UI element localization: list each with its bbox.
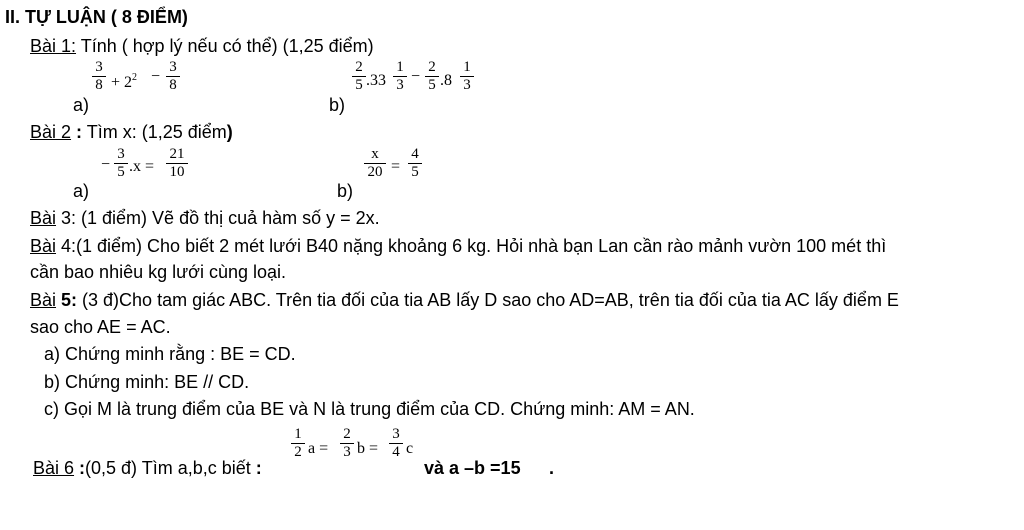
bai2-a-frac2: $\frac{21}{10}$ [166,146,188,181]
bai4-line1: Bài 4:(1 điểm) Cho biết 2 mét lưới B40 nặng khoảng 6 kg. Hỏi nhà bạn Lan cần rào mảnh vườn 100 mét thì [30,236,887,256]
bai6-c: c [406,440,414,457]
bai5-item-c: c) Gọi M là trung điểm của BE và N là trung điểm của CD. Chứng minh: AM = AN. [44,399,695,419]
bai1-a-frac2: $\frac{3}{8}$ [166,59,180,94]
bai2-b-frac2: $\frac{4}{5}$ [408,146,422,181]
bai1-b-label: b) [329,95,346,115]
bai6-label: Bài 6 [33,458,75,478]
bai2-a-minus: − [101,156,111,173]
bai3-label: Bài [30,208,57,228]
bai1-b-minus: − [411,68,421,85]
bai3-line: Bài 3: (1 điểm) Vẽ đồ thị cuả hàm số y = 2x. [30,208,380,228]
bai5-label: Bài [30,290,57,310]
bai2-a-frac1: $\frac{3}{5}$ [114,146,128,181]
bai2-label: Bài 2 [30,122,72,142]
bai2-b-frac1: $\frac{x}{20}$ [364,146,386,181]
section-heading: II. TỰ LUẬN ( 8 ĐIỂM) [5,7,188,27]
bai2-b-label: b) [337,181,354,201]
bai1-line [30,35,374,57]
bai1-b-8: .8 [440,72,452,89]
bai6-a: a = [308,440,329,457]
bai1-text: Tính ( hợp lý nếu có thể) (1,25 điểm) [76,36,374,56]
bai6-line: Bài 6 :(0,5 đ) Tìm a,b,c biết : [33,458,262,478]
bai4-line2: cần bao nhiêu kg lưới cùng loại. [30,262,287,282]
bai5-line2: sao cho AE = AC. [30,317,171,337]
bai1-b-33: .33 [366,72,386,89]
bai2-a-label: a) [73,181,90,201]
bai1-a-frac1: $\frac{3}{8}$ [92,59,106,94]
bai2-b-eq: = [391,158,401,175]
bai6-b: b = [357,440,379,457]
bai6-frac3: $\frac{3}{4}$ [389,426,403,461]
bai1-a-label: a) [73,95,90,115]
bai1-b-frac4: $\frac{1}{3}$ [460,59,474,94]
bai1-label: Bài 1: [30,36,77,56]
bai2-line: Bài 2 : Tìm x: (1,25 điểm) [30,122,233,142]
bai5-line1: Bài 5: (3 đ)Cho tam giác ABC. Trên tia đối của tia AB lấy D sao cho AD=AB, trên tia đối của tia AC lấy điểm E [30,290,899,310]
bai6-tail: và a –b =15 [424,458,521,478]
bai1-a-plus-power: + $2^2$ [111,72,138,91]
bai1-a-minus: − [151,68,161,85]
bai5-item-a: a) Chứng minh rằng : BE = CD. [44,344,296,364]
bai1-b-frac1: $\frac{2}{5}$ [352,59,366,94]
bai6-dot: . [549,458,555,478]
bai5-item-b: b) Chứng minh: BE // CD. [44,372,250,392]
bai1-b-frac3: $\frac{2}{5}$ [425,59,439,94]
bai6-frac1: $\frac{1}{2}$ [291,426,305,461]
bai6-frac2: $\frac{2}{3}$ [340,426,354,461]
bai4-label: Bài [30,236,57,256]
bai2-a-x: .x = [129,158,155,175]
bai1-b-frac2: $\frac{1}{3}$ [393,59,407,94]
